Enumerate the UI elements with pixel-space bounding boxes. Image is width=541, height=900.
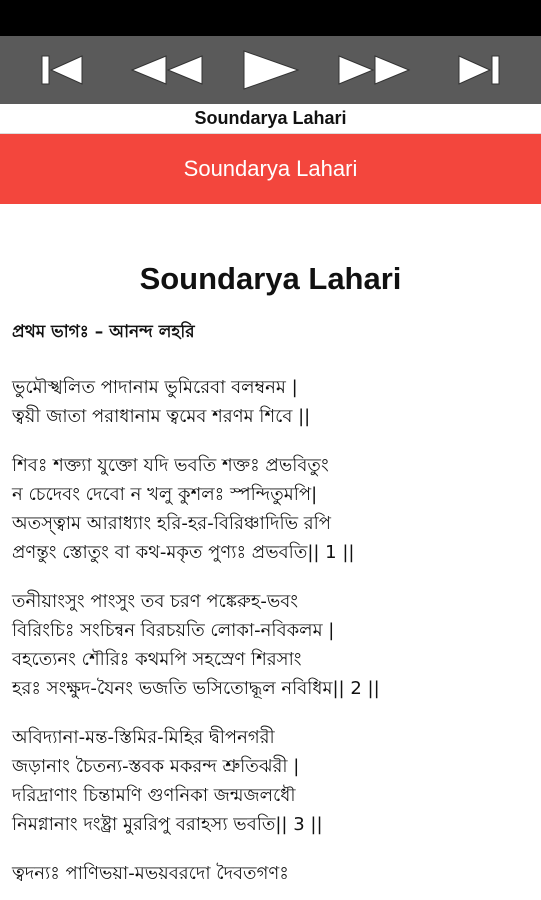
rewind-button[interactable] [126, 42, 206, 98]
verse-line: ত্বদন্যঃ পাণিভয়া-মভয়বরদো দৈবতগণঃ [12, 863, 289, 884]
media-toolbar [0, 36, 541, 104]
verse-line: নিমগ্নানাং দংষ্ট্রা মুররিপু বরাহস্য ভবতি|| 3 || [12, 814, 323, 835]
verse-line: দরিদ্রাণাং চিন্তামণি গুণনিকা জন্মজলধৌ [12, 785, 296, 806]
verse-block [12, 451, 529, 567]
skip-next-button[interactable] [439, 42, 519, 98]
play-icon [238, 48, 302, 92]
skip-previous-icon [38, 52, 86, 88]
verse-line: বিরিংচিঃ সংচিন্বন বিরচয়তি লোকা-নবিকলম | [12, 620, 335, 641]
verse-line: ভুমৌস্খলিত পাদানাম ভুমিরেবা বলম্বনম | [12, 377, 298, 398]
verse-line: বহত্যেনং শৌরিঃ কথমপি সহস্রেণ শিরসাং [12, 649, 302, 670]
play-button[interactable] [230, 42, 310, 98]
verse-line: ন চেদেবং দেবো ন খলু কুশলঃ স্পন্দিতুমপি| [12, 484, 318, 505]
status-bar [0, 0, 541, 36]
verse-line: প্রণন্তুং স্তোতুং বা কথ-মকৃত পুণ্যঃ প্রভবতি|| 1 || [12, 542, 355, 563]
verse-line: অবিদ্যানা-মন্ত-স্তিমির-মিহির দ্বীপনগরী [12, 727, 275, 748]
verse-line: ত্বয়ী জাতা পরাধানাম ত্বমেব শরণম শিবে || [12, 406, 311, 427]
verse-line: তনীয়াংসুং পাংসুং তব চরণ পঙ্কেরুহ-ভবং [12, 591, 298, 612]
header-title: Soundarya Lahari [183, 156, 358, 181]
verse-line: জড়ানাং চৈতন্য-স্তবক মকরন্দ শ্রুতিঝরী | [12, 756, 300, 777]
section-title: প্রথম ভাগঃ – আনন্দ লহরি [12, 322, 195, 342]
content-area[interactable] [0, 261, 541, 888]
app-title: Soundarya Lahari [0, 104, 541, 134]
verse-list [12, 373, 529, 888]
header-bar [0, 134, 541, 204]
skip-previous-button[interactable] [22, 42, 102, 98]
verse-block [12, 587, 529, 703]
verse-line: হরঃ সংক্ষুদ-যৈনং ভজতি ভসিতোদ্ধূল নবিধিম|| 2 || [12, 678, 380, 699]
fast-forward-button[interactable] [335, 42, 415, 98]
skip-next-icon [455, 52, 503, 88]
fast-forward-icon [335, 52, 415, 88]
page-title: Soundarya Lahari [139, 261, 402, 296]
verse-block [12, 373, 529, 431]
verse-block [12, 859, 529, 888]
verse-line: শিবঃ শক্ত্যা যুক্তো যদি ভবতি শক্তঃ প্রভবিতুং [12, 455, 329, 476]
verse-line: অতস্ত্বাম আরাধ্যাং হরি-হর-বিরিঞ্চাদিভি রপি [12, 513, 332, 534]
rewind-icon [126, 52, 206, 88]
verse-block [12, 723, 529, 839]
